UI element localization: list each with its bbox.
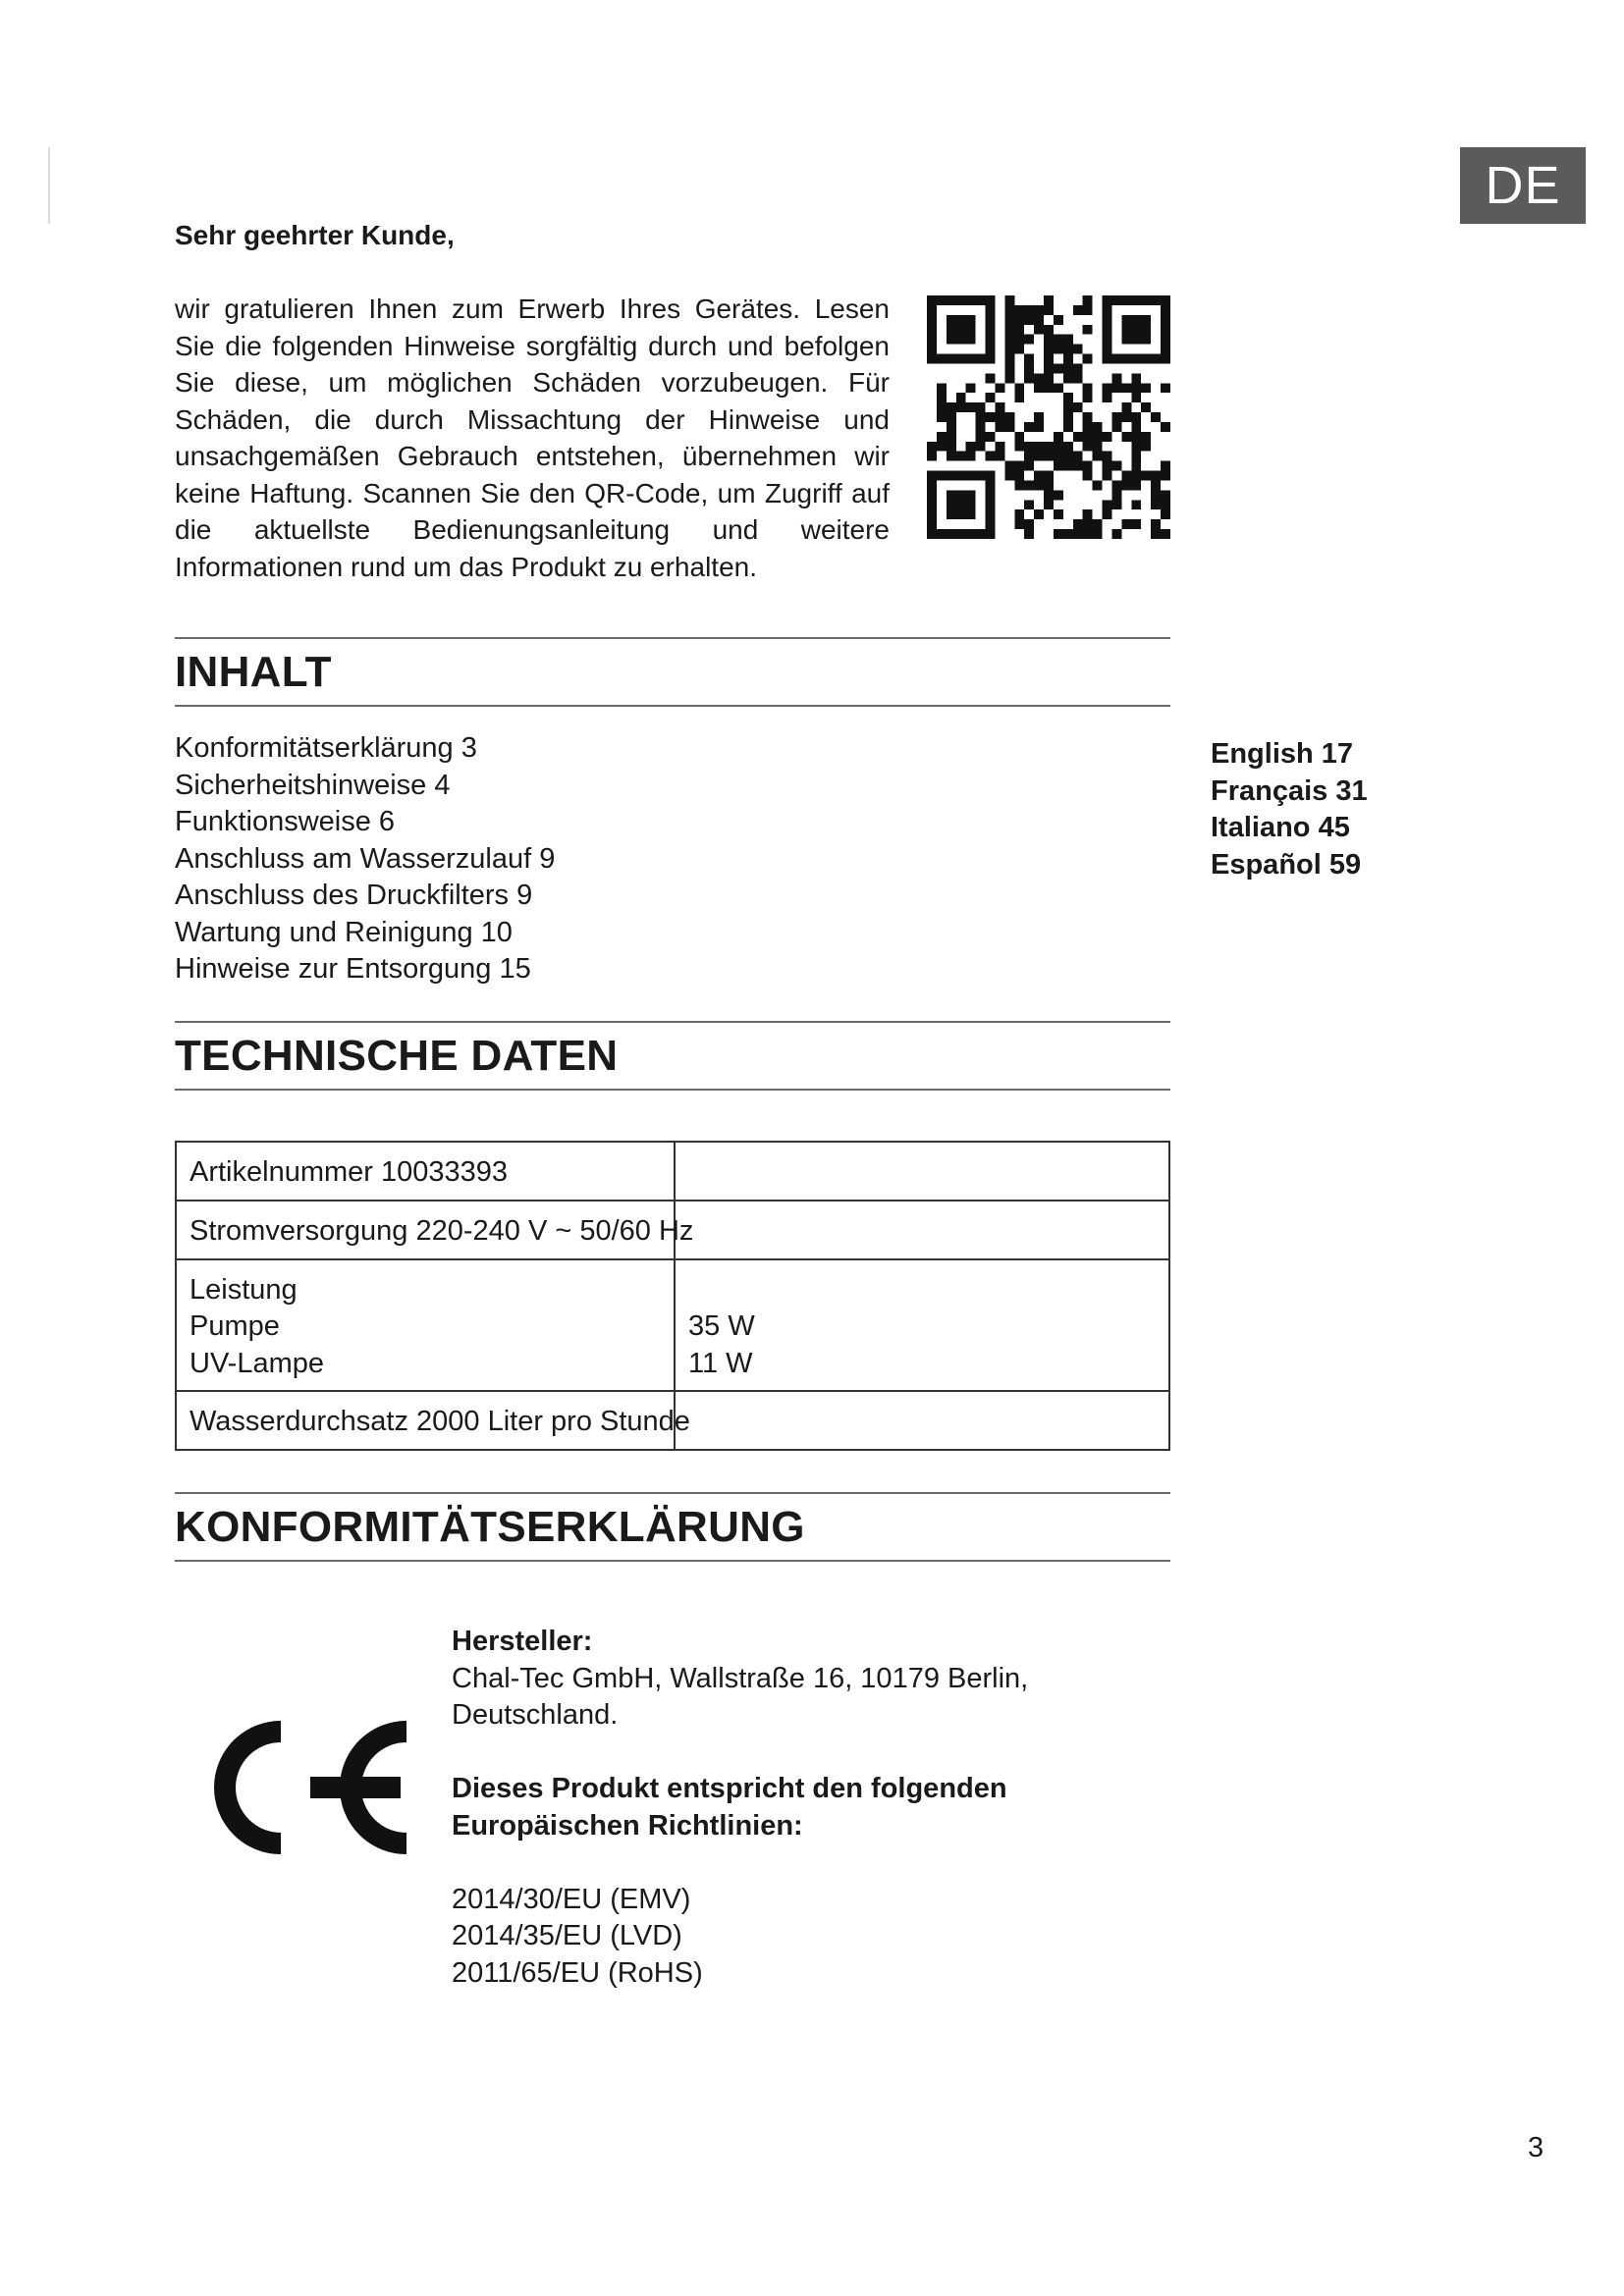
contents-rule-bottom (175, 705, 1170, 707)
tech-rule-bottom (175, 1089, 1170, 1091)
tech-data-table (175, 1141, 1170, 1451)
qr-modules (927, 295, 1170, 539)
directives-heading-cont: Europäischen Richtlinien: (452, 1809, 803, 1842)
table-row-divider (177, 1200, 1168, 1201)
directive-item: 2011/65/EU (RoHS) (452, 1956, 703, 1989)
tech-rule-top (175, 1021, 1170, 1023)
toc-entry[interactable]: Wartung und Reinigung 10 (175, 916, 513, 948)
article-number-cell: Artikelnummer 10033393 (189, 1156, 509, 1188)
toc-entry[interactable]: Konformitätserklärung 3 (175, 732, 477, 764)
conformity-rule-bottom (175, 1560, 1170, 1562)
pump-value: 35 W (688, 1310, 755, 1342)
table-row-divider (177, 1258, 1168, 1260)
directive-item: 2014/35/EU (LVD) (452, 1920, 682, 1951)
language-entry-spanish[interactable]: Español 59 (1211, 848, 1362, 881)
toc-entry[interactable]: Funktionsweise 6 (175, 806, 396, 837)
ce-mark (192, 1706, 418, 1869)
uv-lamp-label: UV-Lampe (189, 1348, 325, 1379)
conformity-title: KONFORMITÄTSERKLÄRUNG (175, 1503, 805, 1551)
spacer (452, 1735, 1028, 1772)
manufacturer-block (452, 1624, 1028, 1992)
intro-paragraph: wir gratulieren Ihnen zum Erwerb Ihres Gerätes. Lesen Sie die folgenden Hinweise sorgfältig durch und befolgen Sie diese, um möglichen Schäden vorzubeugen. Für Schäden, die durch Missachtung der Hinweise und unsachgemäßen Gebrauch entstehen, übernehmen wir keine Haftung. Scannen Sie den QR-Code, um Zugriff auf die aktuellste Bedienungsanleitung und weitere Informationen rund um das Produkt zu erhalten. (175, 294, 890, 582)
language-entry-english[interactable]: English 17 (1211, 738, 1354, 770)
toc-entry[interactable]: Anschluss am Wasserzulauf 9 (175, 842, 556, 875)
directives-heading: Dieses Produkt entspricht den folgenden (452, 1773, 1007, 1804)
toc-entry[interactable]: Anschluss des Druckfilters 9 (175, 880, 533, 911)
margin-marker (48, 147, 50, 224)
manufacturer-country: Deutschland. (452, 1699, 619, 1731)
table-row-divider (177, 1390, 1168, 1392)
page-number: 3 (1528, 2132, 1544, 2163)
toc-entry[interactable]: Hinweise zur Entsorgung 15 (175, 953, 531, 985)
toc-entry[interactable]: Sicherheitshinweise 4 (175, 769, 451, 801)
contents-title: INHALT (175, 648, 332, 696)
ce-mark-e-bar (310, 1777, 401, 1798)
contents-rule-top (175, 637, 1170, 639)
greeting: Sehr geehrter Kunde, (175, 220, 455, 250)
ce-mark-c (225, 1732, 281, 1843)
language-tag: DE (1460, 147, 1586, 224)
qr-code[interactable] (927, 294, 1170, 540)
manufacturer-address: Chal-Tec GmbH, Wallstraße 16, 10179 Berlin, (452, 1662, 1029, 1694)
pump-label: Pumpe (189, 1310, 280, 1342)
conformity-rule-top (175, 1492, 1170, 1494)
spacer (452, 1844, 1028, 1882)
intro-text (175, 291, 890, 585)
manufacturer-label: Hersteller: (452, 1626, 593, 1657)
power-label: Leistung (189, 1274, 298, 1306)
tech-data-title: TECHNISCHE DATEN (175, 1032, 619, 1080)
table-of-contents (175, 730, 555, 988)
language-index (1211, 736, 1368, 883)
power-supply-cell: Stromversorgung 220-240 V ~ 50/60 Hz (189, 1215, 694, 1247)
language-entry-french[interactable]: Français 31 (1211, 774, 1368, 807)
directive-item: 2014/30/EU (EMV) (452, 1883, 691, 1915)
language-entry-italian[interactable]: Italiano 45 (1211, 812, 1350, 843)
uv-lamp-value: 11 W (688, 1348, 753, 1379)
throughput-cell: Wasserdurchsatz 2000 Liter pro Stunde (189, 1406, 690, 1437)
